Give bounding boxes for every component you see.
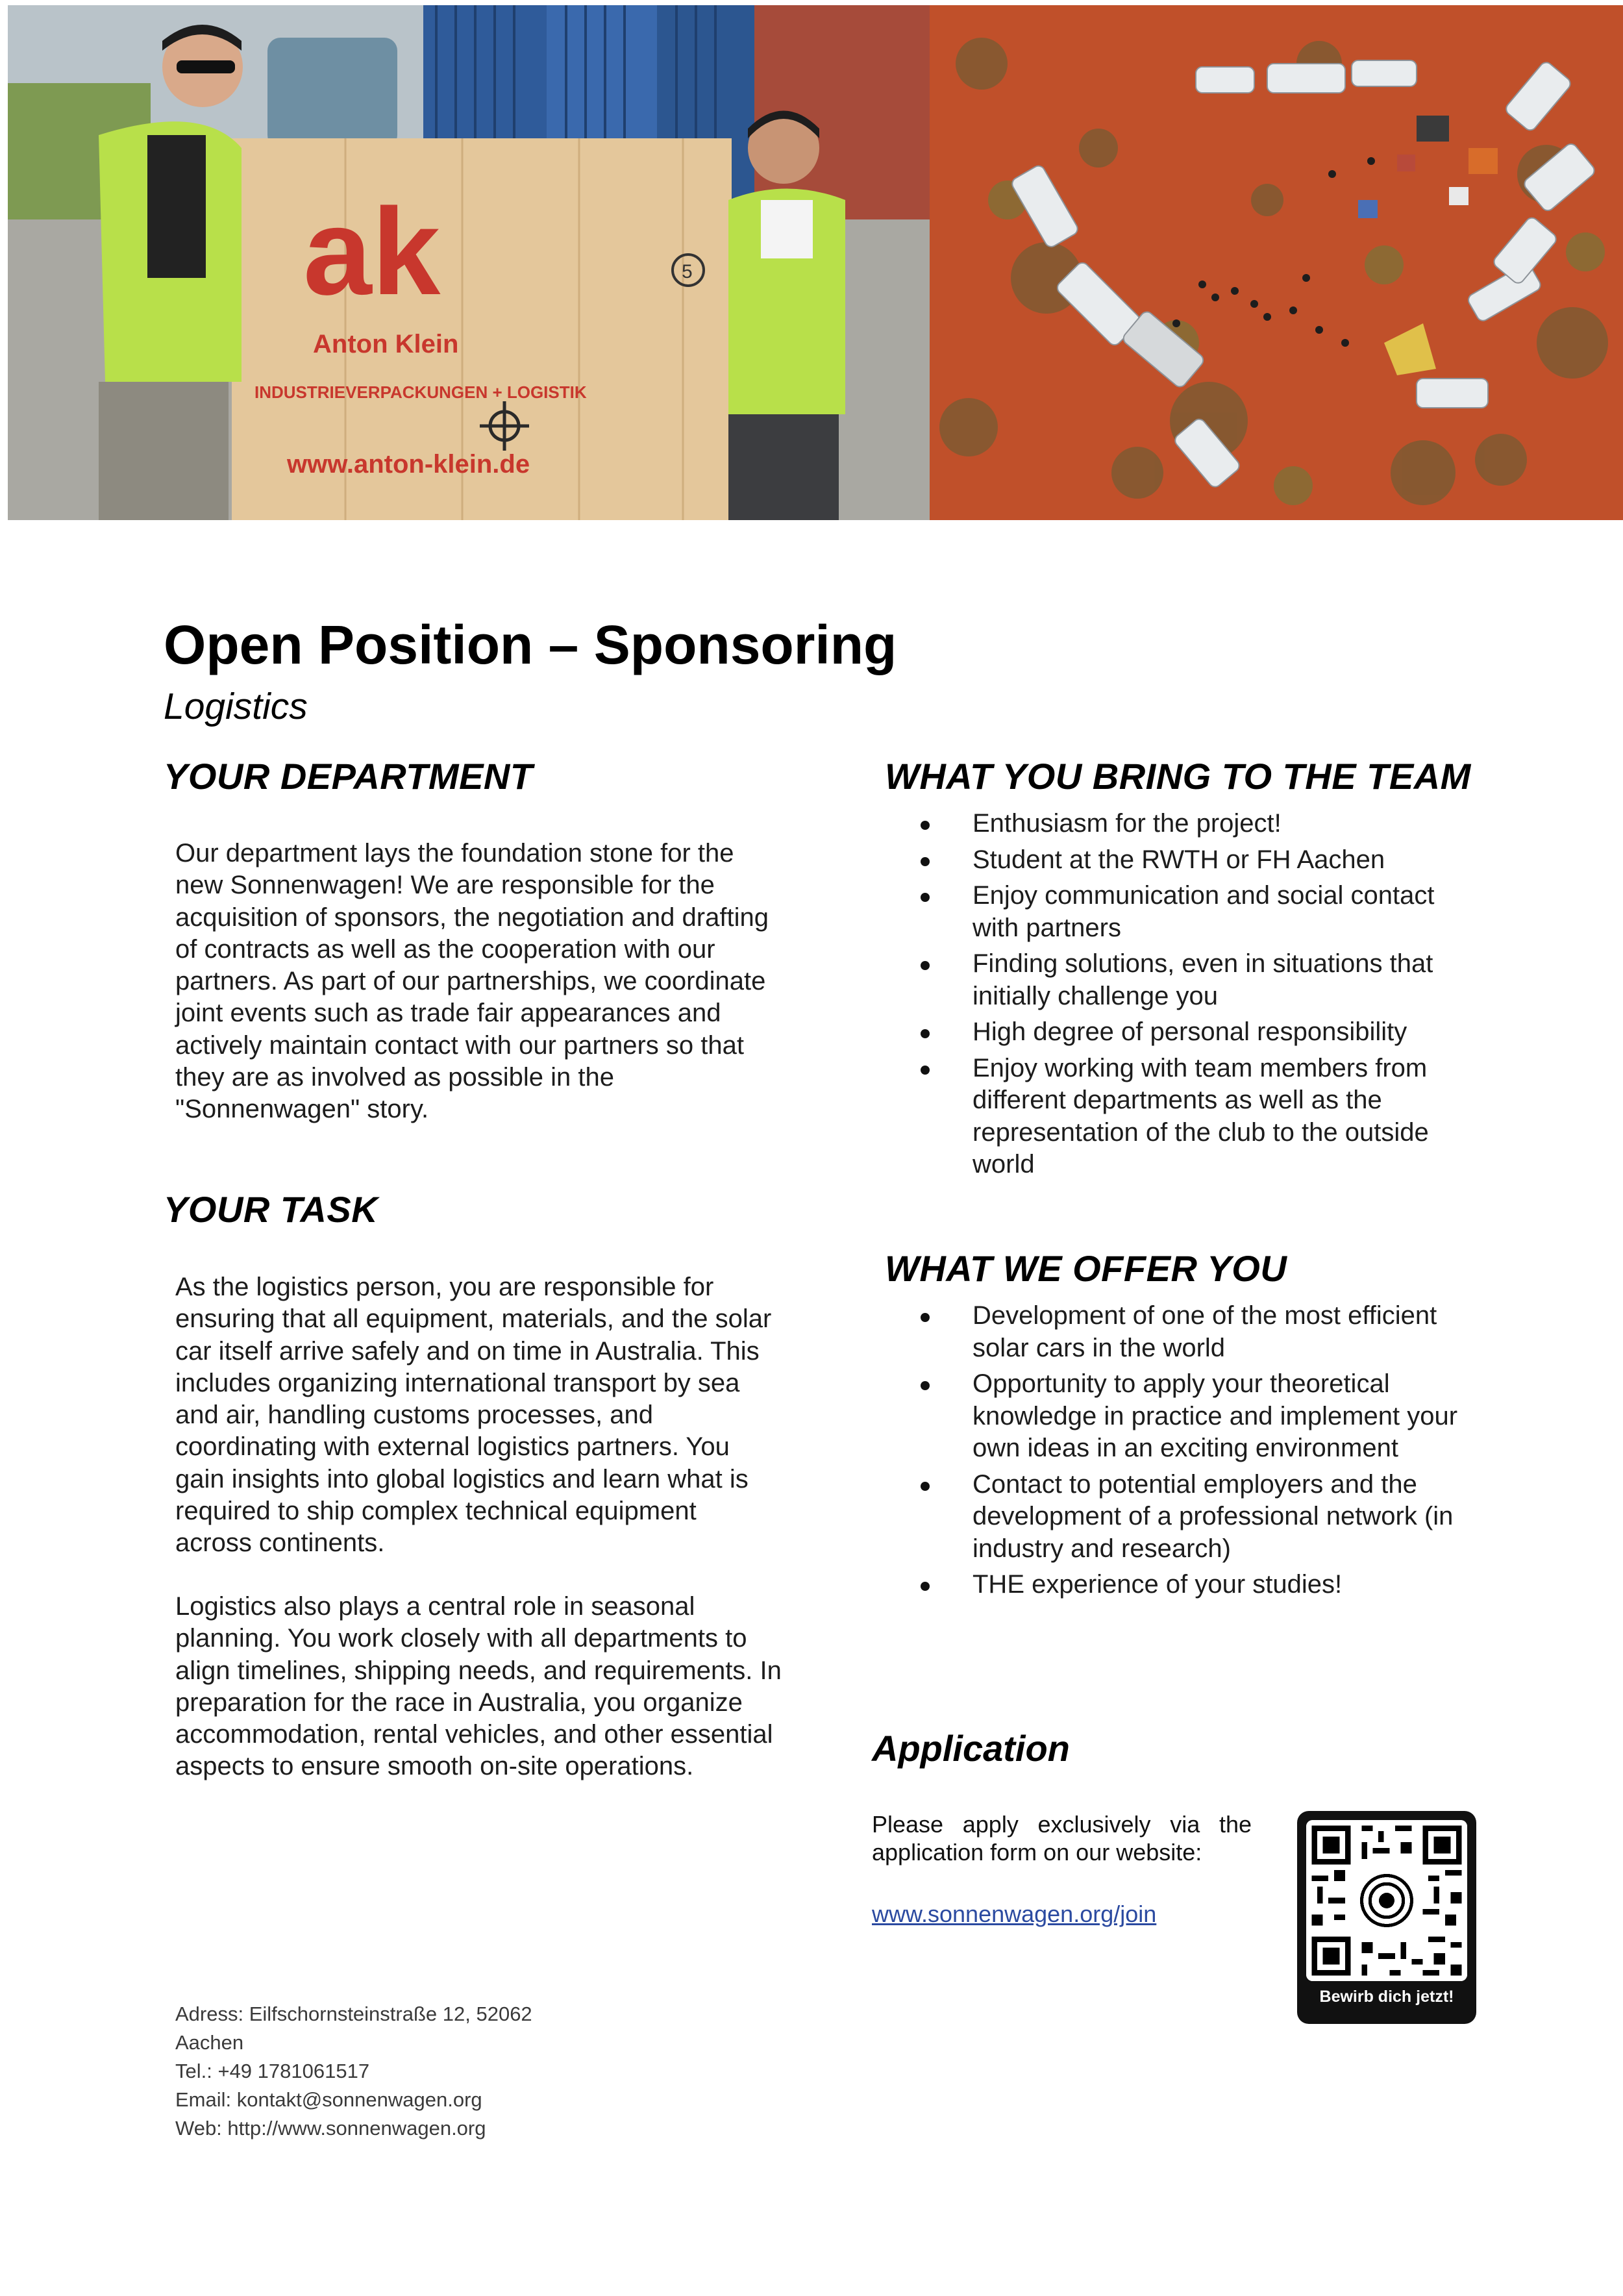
- task-line: gain insights into global logistics and learn what is: [175, 1464, 749, 1493]
- section-heading-department: YOUR DEPARTMENT: [164, 756, 533, 797]
- list-item: Contact to potential employers and the development of a professional network (in industry and research): [885, 1469, 1567, 1566]
- department-line: joint events such as trade fair appearances and: [175, 999, 721, 1028]
- task-line: aspects to ensure smooth on-site operations.: [175, 1752, 694, 1781]
- task-line: ensuring that all equipment, materials, and the solar: [175, 1304, 772, 1334]
- list-item: Enthusiasm for the project!: [885, 808, 1567, 840]
- offer-list: [885, 1300, 1567, 1605]
- page-title: Open Position – Sponsoring: [164, 614, 897, 675]
- footer-web[interactable]: Web: http://www.sonnenwagen.org: [175, 2117, 486, 2140]
- bring-list: [885, 808, 1567, 1185]
- department-line: "Sonnenwagen" story.: [175, 1095, 429, 1124]
- bullet-icon: [921, 1313, 930, 1322]
- crate-url-text: www.anton-klein.de: [287, 450, 530, 479]
- task-line: planning. You work closely with all departments to: [175, 1624, 747, 1653]
- application-text: Please apply exclusively via the application form on our website:: [872, 1811, 1252, 1866]
- task-line: preparation for the race in Australia, you organize: [175, 1688, 743, 1717]
- task-text-paragraph-2: [175, 1591, 824, 1783]
- footer-address: Adress: Eilfschornsteinstraße 12, 52062: [175, 2003, 532, 2025]
- header-photo-crate: [8, 5, 930, 520]
- page-subtitle: Logistics: [164, 686, 308, 727]
- crate-company-text: Anton Klein: [313, 330, 459, 358]
- bullet-icon: [921, 1029, 930, 1038]
- footer-email[interactable]: Email: kontakt@sonnenwagen.org: [175, 2088, 482, 2111]
- list-item: Enjoy communication and social contact with partners: [885, 880, 1567, 944]
- task-line: As the logistics person, you are responsible for: [175, 1273, 714, 1301]
- section-heading-task: YOUR TASK: [164, 1189, 378, 1230]
- task-line: coordinating with external logistics partners. You: [175, 1432, 730, 1462]
- list-item: Student at the RWTH or FH Aachen: [885, 844, 1567, 877]
- task-line: align timelines, shipping needs, and requirements. In: [175, 1656, 782, 1685]
- bullet-icon: [921, 893, 930, 902]
- list-item: Development of one of the most efficient solar cars in the world: [885, 1300, 1567, 1364]
- bullet-icon: [921, 961, 930, 970]
- bullet-icon: [921, 857, 930, 866]
- task-line: car itself arrive safely and on time in Australia. This: [175, 1336, 760, 1366]
- section-heading-bring: WHAT YOU BRING TO THE TEAM: [885, 756, 1471, 797]
- task-line: across continents.: [175, 1529, 385, 1558]
- department-line: acquisition of sponsors, the negotiation and drafting: [175, 903, 769, 932]
- qr-code-card[interactable]: [1297, 1811, 1476, 2024]
- bullet-icon: [921, 821, 930, 830]
- list-item: Opportunity to apply your theoretical knowledge in practice and implement your own ideas in an exciting environment: [885, 1368, 1567, 1465]
- application-link[interactable]: www.sonnenwagen.org/join: [872, 1901, 1157, 1927]
- department-text: [175, 838, 824, 1126]
- bullet-icon: [921, 1582, 930, 1591]
- task-text-paragraph-1: [175, 1271, 824, 1560]
- department-line: of contracts as well as the cooperation with our: [175, 934, 715, 964]
- qr-code-label: Bewirb dich jetzt!: [1319, 1988, 1454, 2006]
- header-photo-outback-camp: [930, 5, 1623, 520]
- footer-contact: [175, 2000, 532, 2143]
- crate-number: 5: [682, 261, 693, 282]
- bullet-icon: [921, 1381, 930, 1390]
- section-heading-offer: WHAT WE OFFER YOU: [885, 1248, 1287, 1289]
- department-line: they are as involved as possible in the: [175, 1063, 614, 1092]
- department-line: Our department lays the foundation stone for the: [175, 839, 734, 867]
- qr-code-icon: [1306, 1820, 1467, 1981]
- department-line: actively maintain contact with our partners so that: [175, 1030, 744, 1060]
- list-item: High degree of personal responsibility: [885, 1016, 1567, 1049]
- list-item: Finding solutions, even in situations that initially challenge you: [885, 948, 1567, 1012]
- bullet-icon: [921, 1066, 930, 1075]
- task-line: accommodation, rental vehicles, and other essential: [175, 1720, 773, 1749]
- footer-address-city: Aachen: [175, 2031, 244, 2054]
- list-item: THE experience of your studies!: [885, 1569, 1567, 1601]
- task-line: Logistics also plays a central role in seasonal: [175, 1592, 695, 1621]
- list-item: Enjoy working with team members from different departments as well as the representation of the club to the outside world: [885, 1053, 1567, 1181]
- task-line: and air, handling customs processes, and: [175, 1401, 653, 1430]
- footer-phone: Tel.: +49 1781061517: [175, 2060, 370, 2082]
- crate-tagline-text: INDUSTRIEVERPACKUNGEN + LOGISTIK: [254, 382, 587, 402]
- department-line: partners. As part of our partnerships, we coordinate: [175, 967, 766, 996]
- crate-logo-text: ak: [303, 183, 441, 321]
- task-line: required to ship complex technical equipment: [175, 1497, 697, 1526]
- department-line: new Sonnenwagen! We are responsible for the: [175, 871, 715, 900]
- task-line: includes organizing international transport by sea: [175, 1368, 740, 1397]
- section-heading-application: Application: [872, 1728, 1070, 1769]
- bullet-icon: [921, 1482, 930, 1491]
